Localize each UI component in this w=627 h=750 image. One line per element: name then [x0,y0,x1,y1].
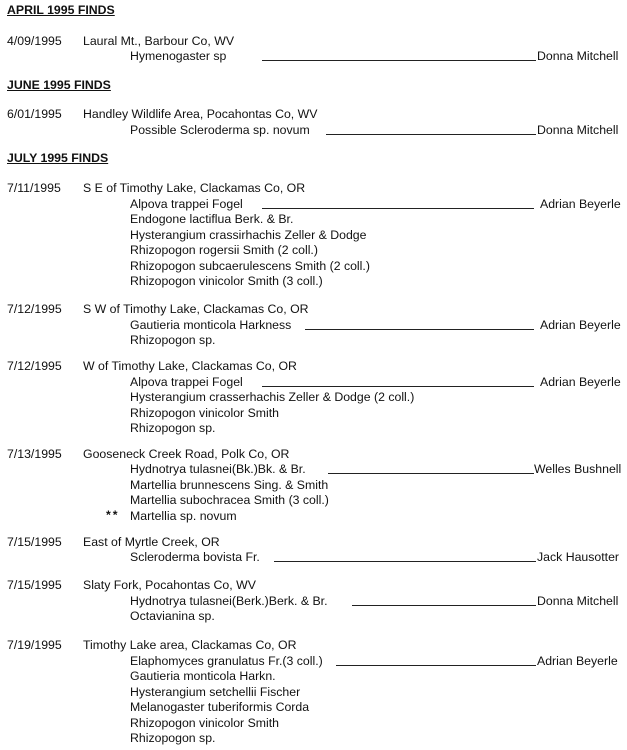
species-name: Gautieria monticola Harkn. [130,669,276,683]
species-name: Elaphomyces granulatus Fr.(3 coll.) [130,654,323,668]
species-name: Alpova trappei Fogel [130,375,243,389]
species-name: Hysterangium crassirhachis Zeller & Dodge [130,228,367,242]
finder-name: Donna Mitchell [537,49,619,63]
entry-date: 6/01/1995 [7,107,62,121]
entry-location: S W of Timothy Lake, Clackamas Co, OR [83,302,309,316]
species-name: Martellia sp. novum [130,509,237,523]
section-heading-june: JUNE 1995 FINDS [7,78,111,92]
leader-line [262,60,536,61]
entry-location: Handley Wildlife Area, Pocahontas Co, WV [83,107,318,121]
entry-location: Gooseneck Creek Road, Polk Co, OR [83,447,290,461]
species-name: Rhizopogon vinicolor Smith [130,716,280,730]
entry-date: 7/11/1995 [7,181,61,195]
finder-name: Adrian Beyerle [540,318,621,332]
species-name: Hymenogaster sp [130,49,227,63]
finder-name: Donna Mitchell [537,594,619,608]
species-name: Rhizopogon sp. [130,731,216,745]
entry-date: 7/19/1995 [7,638,62,652]
leader-line [305,329,534,330]
finder-name: Jack Hausotter [537,550,620,564]
entry-location: S E of Timothy Lake, Clackamas Co, OR [83,181,306,195]
species-name: Rhizopogon sp. [130,333,216,347]
entry-location: Timothy Lake area, Clackamas Co, OR [83,638,297,652]
entry-date: 7/15/1995 [7,535,62,549]
species-name: Alpova trappei Fogel [130,197,243,211]
entry-location: East of Myrtle Creek, OR [83,535,220,549]
finder-name: Donna Mitchell [537,123,619,137]
species-name: Scleroderma bovista Fr. [130,550,260,564]
species-name: Rhizopogon vinicolor Smith (3 coll.) [130,274,323,288]
leader-line [262,208,534,209]
species-name: Melanogaster tuberiformis Corda [130,700,310,714]
species-name: Hysterangium crasserhachis Zeller & Dodge (2 coll.) [130,390,415,404]
leader-line [352,605,536,606]
finder-name: Welles Bushnell [534,462,622,476]
section-heading-april: APRIL 1995 FINDS [7,3,115,17]
leader-line [336,665,536,666]
leader-line [326,134,536,135]
novum-marker: ** [106,508,120,522]
species-name: Gautieria monticola Harkness [130,318,292,332]
entry-date: 7/12/1995 [7,359,62,373]
leader-line [274,561,536,562]
leader-line [262,386,534,387]
species-name: Martellia brunnescens Sing. & Smith [130,478,329,492]
entry-date: 4/09/1995 [7,34,62,48]
finder-name: Adrian Beyerle [540,375,621,389]
species-name: Rhizopogon sp. [130,421,216,435]
leader-line [328,473,534,474]
species-name: Rhizopogon rogersii Smith (2 coll.) [130,243,318,257]
finder-name: Adrian Beyerle [537,654,618,668]
species-name: Hydnotrya tulasnei(Berk.)Berk. & Br. [130,594,328,608]
finder-name: Adrian Beyerle [540,197,621,211]
entry-location: W of Timothy Lake, Clackamas Co, OR [83,359,297,373]
species-name: Octavianina sp. [130,609,215,623]
species-name: Possible Scleroderma sp. novum [130,123,310,137]
species-name: Hysterangium setchellii Fischer [130,685,301,699]
section-heading-july: JULY 1995 FINDS [7,151,109,165]
entry-date: 7/13/1995 [7,447,62,461]
entry-location: Laural Mt., Barbour Co, WV [83,34,235,48]
entry-date: 7/15/1995 [7,578,62,592]
species-name: Rhizopogon vinicolor Smith [130,406,280,420]
species-name: Endogone lactiflua Berk. & Br. [130,212,294,226]
species-name: Rhizopogon subcaerulescens Smith (2 coll.) [130,259,370,273]
entry-location: Slaty Fork, Pocahontas Co, WV [83,578,256,592]
species-name: Hydnotrya tulasnei(Bk.)Bk. & Br. [130,462,306,476]
entry-date: 7/12/1995 [7,302,62,316]
species-name: Martellia subochracea Smith (3 coll.) [130,493,329,507]
